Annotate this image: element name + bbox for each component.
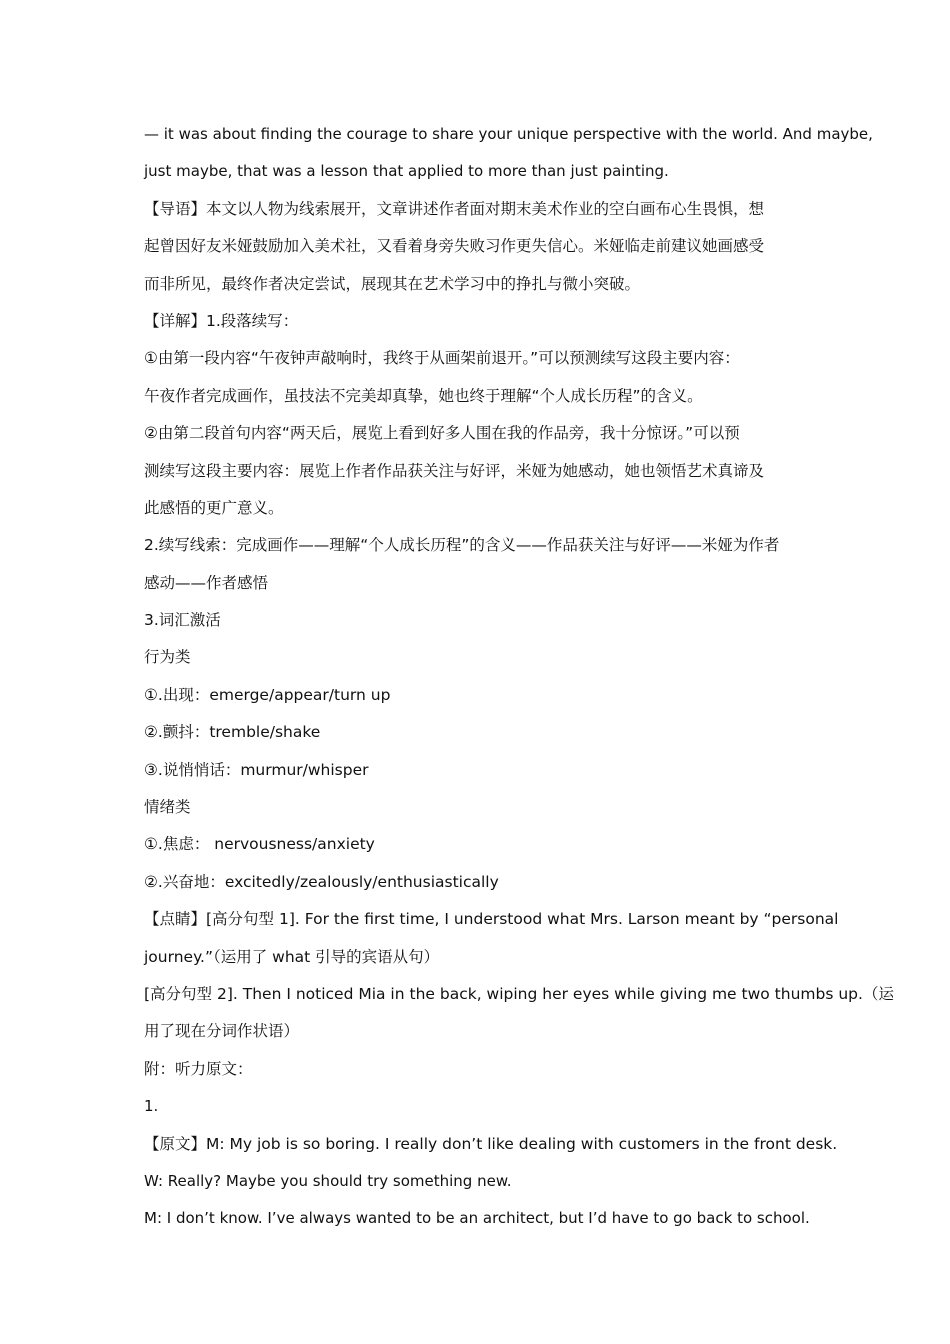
vocab-heading: 3.词汇激活 xyxy=(144,611,221,630)
document-page xyxy=(144,116,894,1238)
transcript-line: 【原文】M: My job is so boring. I really don’t like dealing with customers in the front desk. xyxy=(144,1134,838,1153)
clue-line: 2.续写线索：完成画作——理解“个人成长历程”的含义——作品获关注与好评——米娅为作者 xyxy=(144,536,780,555)
vocab-item: ③.说悄悄话：murmur/whisper xyxy=(144,760,369,779)
explanation-line: 测续写这段主要内容：展览上作者作品获关注与好评，米娅为她感动，她也领悟艺术真谛及 xyxy=(144,461,765,480)
vocab-item: ①.焦虑： nervousness/anxiety xyxy=(144,835,375,854)
intro-paragraph-line: 【导语】本文以人物为线索展开，文章讲述作者面对期末美术作业的空白画布心生畏惧，想 xyxy=(144,199,765,218)
intro-paragraph-line: 而非所见，最终作者决定尝试，展现其在艺术学习中的挣扎与微小突破。 xyxy=(144,274,641,293)
text-line: — it was about finding the courage to share your unique perspective with the world. And maybe, xyxy=(144,125,873,143)
transcript-number: 1. xyxy=(144,1097,159,1116)
text-line: just maybe, that was a lesson that applied to more than just painting. xyxy=(144,162,669,181)
clue-line: 感动——作者感悟 xyxy=(144,573,269,592)
explanation-line: ①由第一段内容“午夜钟声敲响时，我终于从画架前退开。”可以预测续写这段主要内容： xyxy=(144,349,740,368)
vocab-item: ①.出现：emerge/appear/turn up xyxy=(144,685,391,704)
transcript-line: W: Really? Maybe you should try something new. xyxy=(144,1171,512,1190)
explanation-line: 此感悟的更广意义。 xyxy=(144,498,284,517)
transcript-line: M: I don’t know. I’ve always wanted to be an architect, but I’d have to go back to school. xyxy=(144,1209,810,1228)
explanation-line: ②由第二段首句内容“两天后，展览上看到好多人围在我的作品旁，我十分惊讶。”可以预 xyxy=(144,424,740,443)
section-heading: 【详解】1.段落续写： xyxy=(144,311,299,330)
highlight-sentence: journey.”（运用了 what 引导的宾语从句） xyxy=(144,947,440,966)
appendix-heading: 附：听力原文： xyxy=(144,1059,253,1078)
explanation-line: 午夜作者完成画作，虽技法不完美却真挚，她也终于理解“个人成长历程”的含义。 xyxy=(144,386,703,405)
intro-paragraph-line: 起曾因好友米娅鼓励加入美术社，又看着身旁失败习作更失信心。米娅临走前建议她画感受 xyxy=(144,237,765,256)
highlight-sentence: 【点睛】[高分句型 1]. For the first time, I understood what Mrs. Larson meant by “personal xyxy=(144,910,839,929)
vocab-item: ②.兴奋地：excitedly/zealously/enthusiastically xyxy=(144,872,499,891)
highlight-sentence: 用了现在分词作状语） xyxy=(144,1022,300,1041)
vocab-category: 情绪类 xyxy=(144,798,191,817)
vocab-category: 行为类 xyxy=(144,648,191,667)
highlight-sentence: [高分句型 2]. Then I noticed Mia in the back, wiping her eyes while giving me two thumbs up.（运 xyxy=(144,984,894,1003)
vocab-item: ②.颤抖：tremble/shake xyxy=(144,723,321,742)
